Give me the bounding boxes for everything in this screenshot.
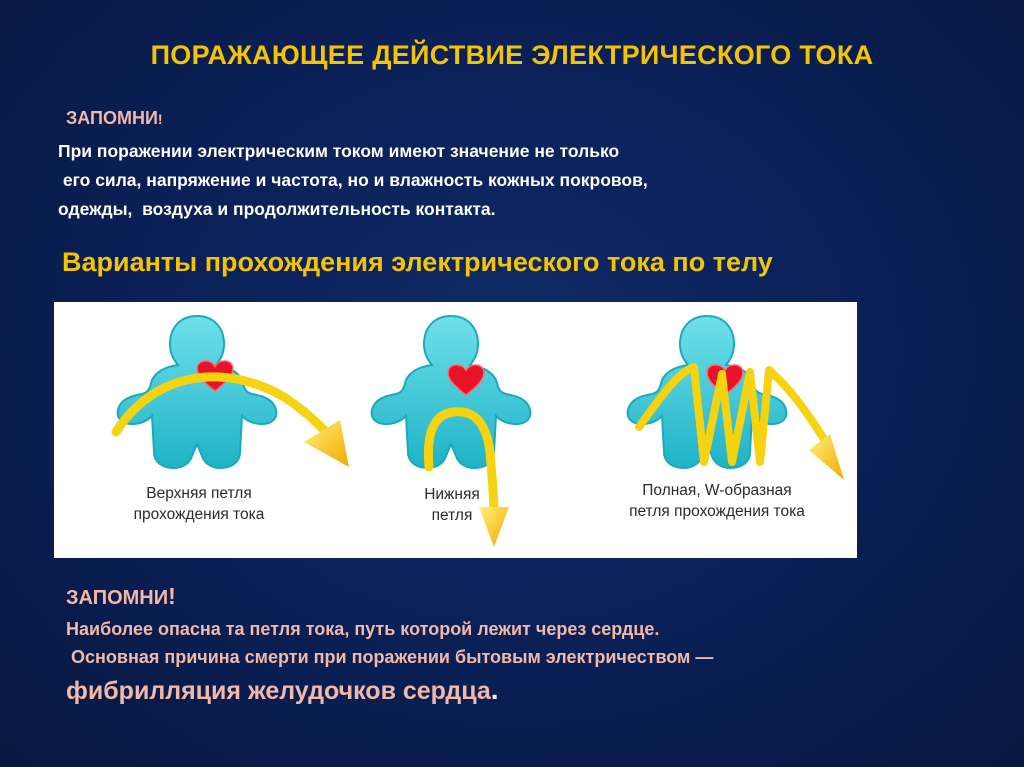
current-paths-illustration: [54, 302, 857, 558]
warning-emphasis-text: фибрилляция желудочков сердца: [66, 677, 491, 705]
caption-line: Верхняя петля: [146, 485, 252, 502]
warning-paragraph: [66, 615, 966, 710]
figure-lower-loop: [372, 316, 531, 547]
arrow-head-icon: [479, 507, 509, 547]
section-subtitle: Варианты прохождения электрического тока по телу: [62, 247, 773, 277]
caption-line: петля: [431, 507, 473, 524]
figure-full-w-loop: [628, 316, 844, 520]
note-line: При поражении электрическим током имеют значение не только: [58, 141, 620, 161]
remember-label-bottom: [66, 583, 176, 610]
warning-emphasis-line: [66, 671, 966, 710]
note-line: его сила, напряжение и частота, но и влажность кожных покровов,: [58, 170, 648, 190]
caption-line: петля прохождения тока: [629, 503, 805, 520]
remember-mark: !: [168, 583, 176, 609]
remember-text: ЗАПОМНИ: [66, 108, 158, 128]
remember-text: ЗАПОМНИ: [66, 587, 169, 609]
note-line: одежды, воздуха и продолжительность контакта.: [58, 199, 496, 219]
caption-line: прохождения тока: [133, 506, 265, 523]
figure-upper-loop: [116, 316, 349, 523]
illustration-svg: [54, 302, 857, 558]
arrow-head-icon: [809, 434, 844, 480]
warning-line: Наиболее опасна та петля тока, путь которой лежит через сердце.: [66, 619, 660, 639]
body-icon: [118, 316, 277, 468]
slide-title: ПОРАЖАЮЩЕЕ ДЕЙСТВИЕ ЭЛЕКТРИЧЕСКОГО ТОКА: [150, 40, 874, 70]
remember-label-top: [66, 108, 163, 129]
body-icon: [372, 316, 531, 468]
note-paragraph: [58, 137, 878, 224]
caption-line: Нижняя: [424, 486, 480, 503]
caption-line: Полная, W-образная: [642, 482, 792, 499]
warning-period: .: [490, 674, 499, 705]
remember-mark: !: [157, 111, 163, 127]
warning-line: Основная причина смерти при поражении бытовым электричеством —: [66, 647, 714, 667]
